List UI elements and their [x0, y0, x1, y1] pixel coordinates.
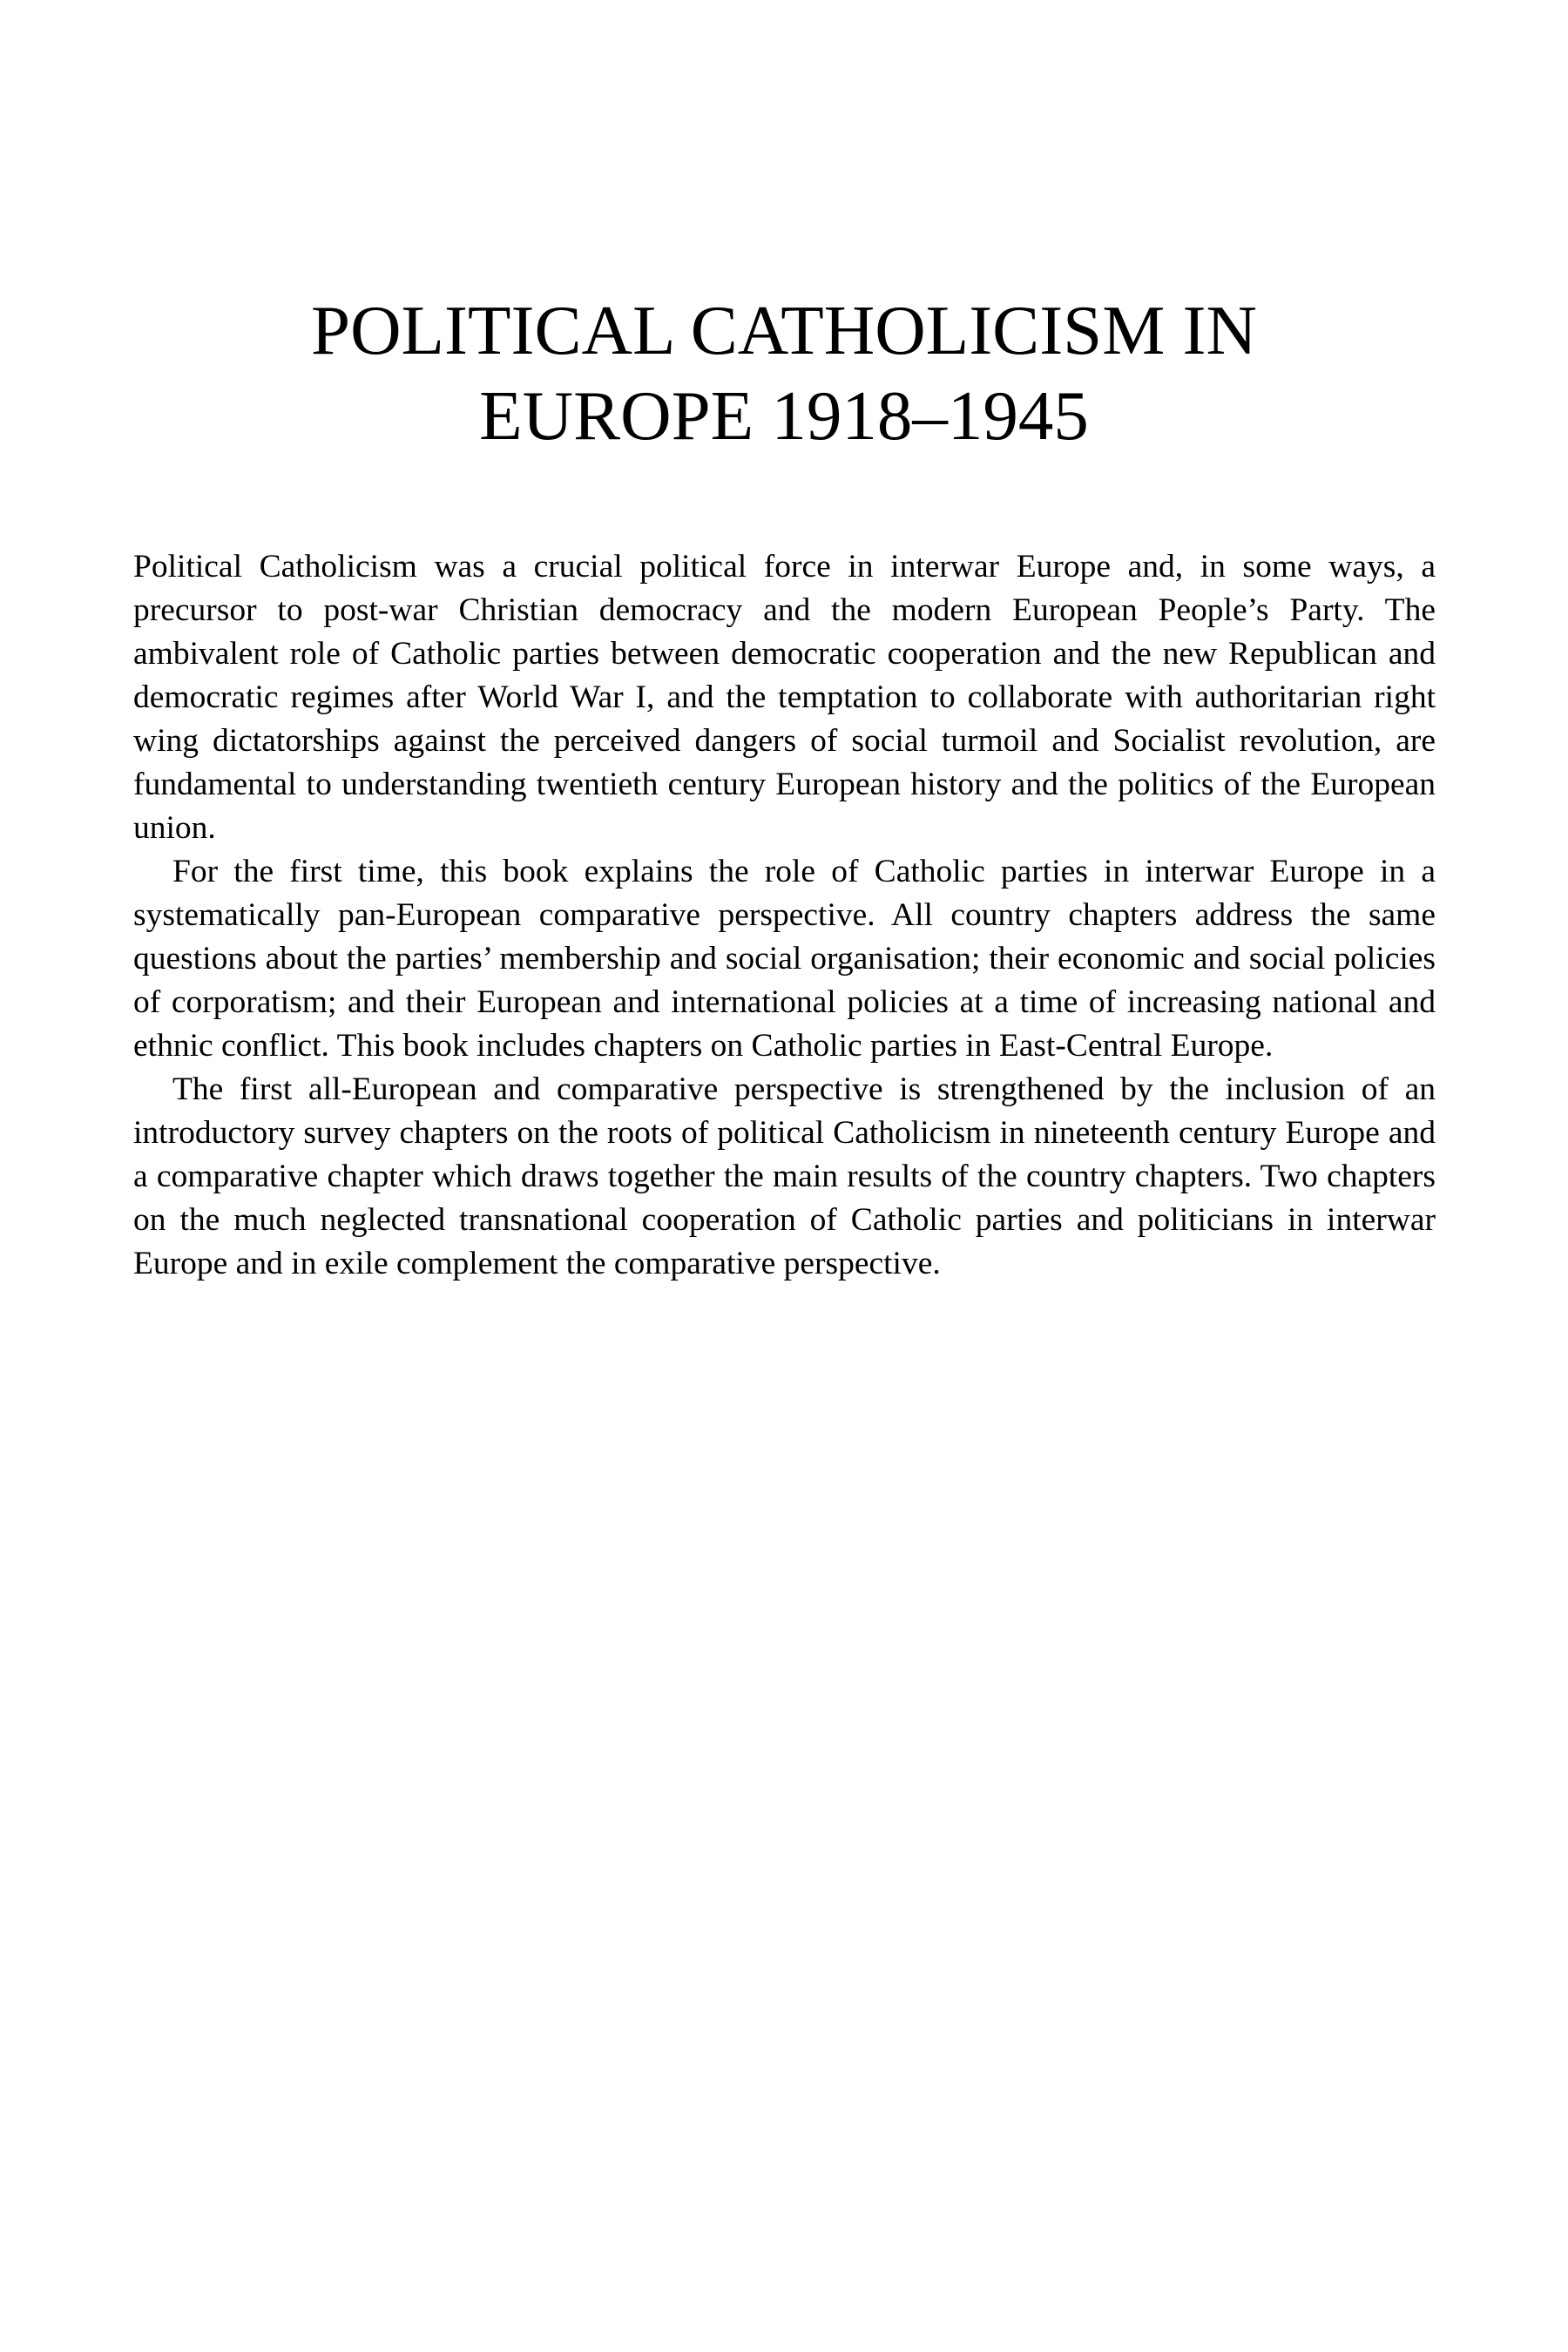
- description-paragraph-1: Political Catholicism was a crucial political force in interwar Europe and, in some ways, a precursor to post-war Christian democracy and the modern European People’s Party. The ambivalent role of Catholic parties between democratic cooperation and the new Republican and democratic regimes after World War I, and the temptation to collaborate with authoritarian right wing dictatorships against the perceived dangers of social turmoil and Socialist revolution, are fundamental to understanding twentieth century European history and the politics of the European union.: [133, 549, 1436, 846]
- book-title: [131, 287, 1437, 458]
- book-title-line-2: EUROPE 1918–1945: [479, 376, 1089, 455]
- book-title-line-1: POLITICAL CATHOLICISM IN: [311, 291, 1257, 369]
- book-description: [133, 545, 1436, 1286]
- description-paragraph-3: The first all-European and comparative perspective is strengthened by the inclusion of an introductory survey chapters on the roots of political Catholicism in nineteenth century Europe and a comparative chapter which draws together the main results of the country chapters. Two chapters on the much neglected transnational cooperation of Catholic parties and politicians in interwar Europe and in exile complement the comparative perspective.: [133, 1071, 1436, 1281]
- description-paragraph-2: For the first time, this book explains the role of Catholic parties in interwar Europe in a systematically pan-European comparative perspective. All country chapters address the same questions about the parties’ membership and social organisation; their economic and social policies of corporatism; and their European and international policies at a time of increasing national and ethnic conflict. This book includes chapters on Catholic parties in East-Central Europe.: [133, 854, 1436, 1064]
